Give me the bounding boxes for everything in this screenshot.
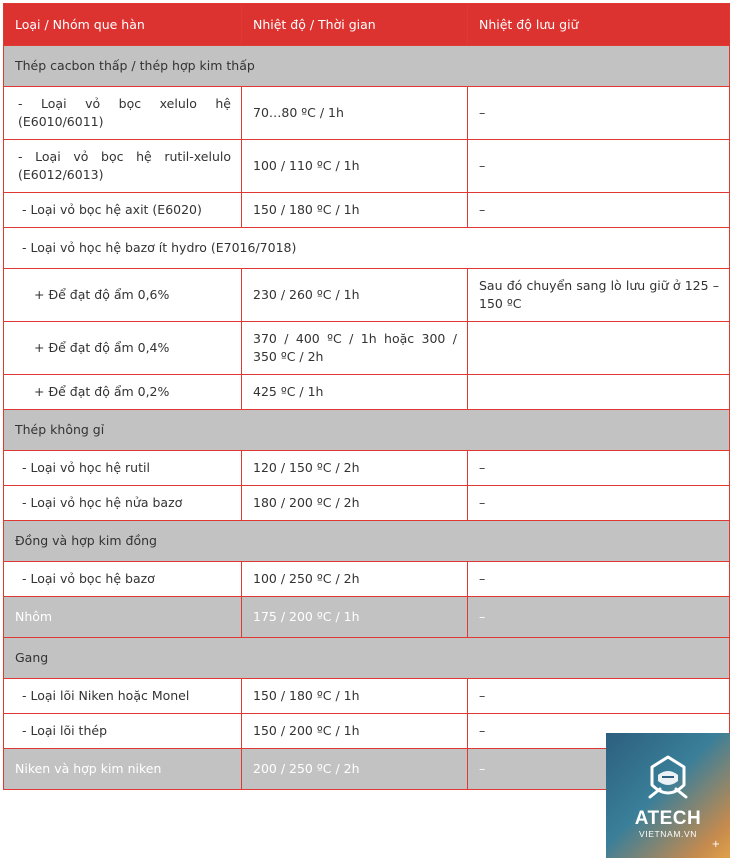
holding-cell: Sau đó chuyển sang lò lưu giữ ở 125 – 150 ºC <box>468 269 730 322</box>
temperature-time-cell: 100 / 110 ºC / 1h <box>242 140 468 193</box>
table-row <box>4 451 730 486</box>
holding-cell: – <box>468 451 730 486</box>
temperature-time-cell: 100 / 250 ºC / 2h <box>242 562 468 597</box>
electrode-type-cell: - Loại vỏ bọc hệ rutil-xelulo (E6012/6013) <box>4 140 242 193</box>
temperature-time-cell: 180 / 200 ºC / 2h <box>242 486 468 521</box>
holding-cell: – <box>468 597 730 638</box>
subgroup-row <box>4 228 730 269</box>
table-row <box>4 679 730 714</box>
subgroup-title: - Loại vỏ học hệ bazơ ít hydro (E7016/7018) <box>4 228 730 269</box>
logo-brand: ATECH <box>634 808 702 829</box>
electrode-type-cell: - Loại vỏ bọc hệ axit (E6020) <box>4 193 242 228</box>
electrode-type-cell: - Loại vỏ bọc hệ bazơ <box>4 562 242 597</box>
electrode-type-cell: - Loại vỏ bọc xelulo hệ (E6010/6011) <box>4 87 242 140</box>
temperature-time-cell: 230 / 260 ºC / 1h <box>242 269 468 322</box>
holding-cell <box>468 375 730 410</box>
section-row <box>4 410 730 451</box>
electrode-type-cell: Nhôm <box>4 597 242 638</box>
atech-logo <box>606 733 730 858</box>
section-row <box>4 521 730 562</box>
header-temperature-time: Nhiệt độ / Thời gian <box>242 4 468 46</box>
electrode-type-cell: - Loại vỏ học hệ nửa bazơ <box>4 486 242 521</box>
holding-cell: – <box>468 749 730 790</box>
plus-icon: + <box>711 839 720 850</box>
shaded-row <box>4 597 730 638</box>
holding-cell: – <box>468 679 730 714</box>
electrode-type-cell: - Loại lõi thép <box>4 714 242 749</box>
table-row <box>4 375 730 410</box>
electrode-type-cell: - Loại lõi Niken hoặc Monel <box>4 679 242 714</box>
table-row <box>4 140 730 193</box>
electrode-type-cell: Niken và hợp kim niken <box>4 749 242 790</box>
temperature-time-cell: 425 ºC / 1h <box>242 375 468 410</box>
temperature-time-cell: 370 / 400 ºC / 1h hoặc 300 / 350 ºC / 2h <box>242 322 468 375</box>
electrode-type-cell: + Để đạt độ ẩm 0,4% <box>4 322 242 375</box>
table-row <box>4 269 730 322</box>
temperature-time-cell: 120 / 150 ºC / 2h <box>242 451 468 486</box>
holding-cell: – <box>468 562 730 597</box>
temperature-time-cell: 70…80 ºC / 1h <box>242 87 468 140</box>
helmet-welder-icon <box>644 753 692 811</box>
section-row <box>4 46 730 87</box>
logo-subtitle: VIETNAM.VN <box>639 829 697 839</box>
electrode-type-cell: + Để đạt độ ẩm 0,6% <box>4 269 242 322</box>
table-row <box>4 562 730 597</box>
temperature-time-cell: 150 / 180 ºC / 1h <box>242 679 468 714</box>
section-title: Đồng và hợp kim đồng <box>4 521 730 562</box>
header-holding-temperature: Nhiệt độ lưu giữ <box>468 4 730 46</box>
holding-cell: – <box>468 193 730 228</box>
table-row <box>4 322 730 375</box>
electrode-drying-table <box>3 3 730 790</box>
holding-cell: – <box>468 140 730 193</box>
table-header <box>4 4 730 46</box>
section-title: Thép không gỉ <box>4 410 730 451</box>
holding-cell <box>468 322 730 375</box>
temperature-time-cell: 175 / 200 ºC / 1h <box>242 597 468 638</box>
table-row <box>4 486 730 521</box>
electrode-type-cell: - Loại vỏ học hệ rutil <box>4 451 242 486</box>
temperature-time-cell: 150 / 200 ºC / 1h <box>242 714 468 749</box>
electrode-type-cell: + Để đạt độ ẩm 0,2% <box>4 375 242 410</box>
header-electrode-group: Loại / Nhóm que hàn <box>4 4 242 46</box>
holding-cell: – <box>468 87 730 140</box>
holding-cell: – <box>468 714 730 749</box>
table-row <box>4 193 730 228</box>
temperature-time-cell: 150 / 180 ºC / 1h <box>242 193 468 228</box>
table-row <box>4 87 730 140</box>
holding-cell: – <box>468 486 730 521</box>
section-title: Thép cacbon thấp / thép hợp kim thấp <box>4 46 730 87</box>
temperature-time-cell: 200 / 250 ºC / 2h <box>242 749 468 790</box>
section-title: Gang <box>4 638 730 679</box>
section-row <box>4 638 730 679</box>
